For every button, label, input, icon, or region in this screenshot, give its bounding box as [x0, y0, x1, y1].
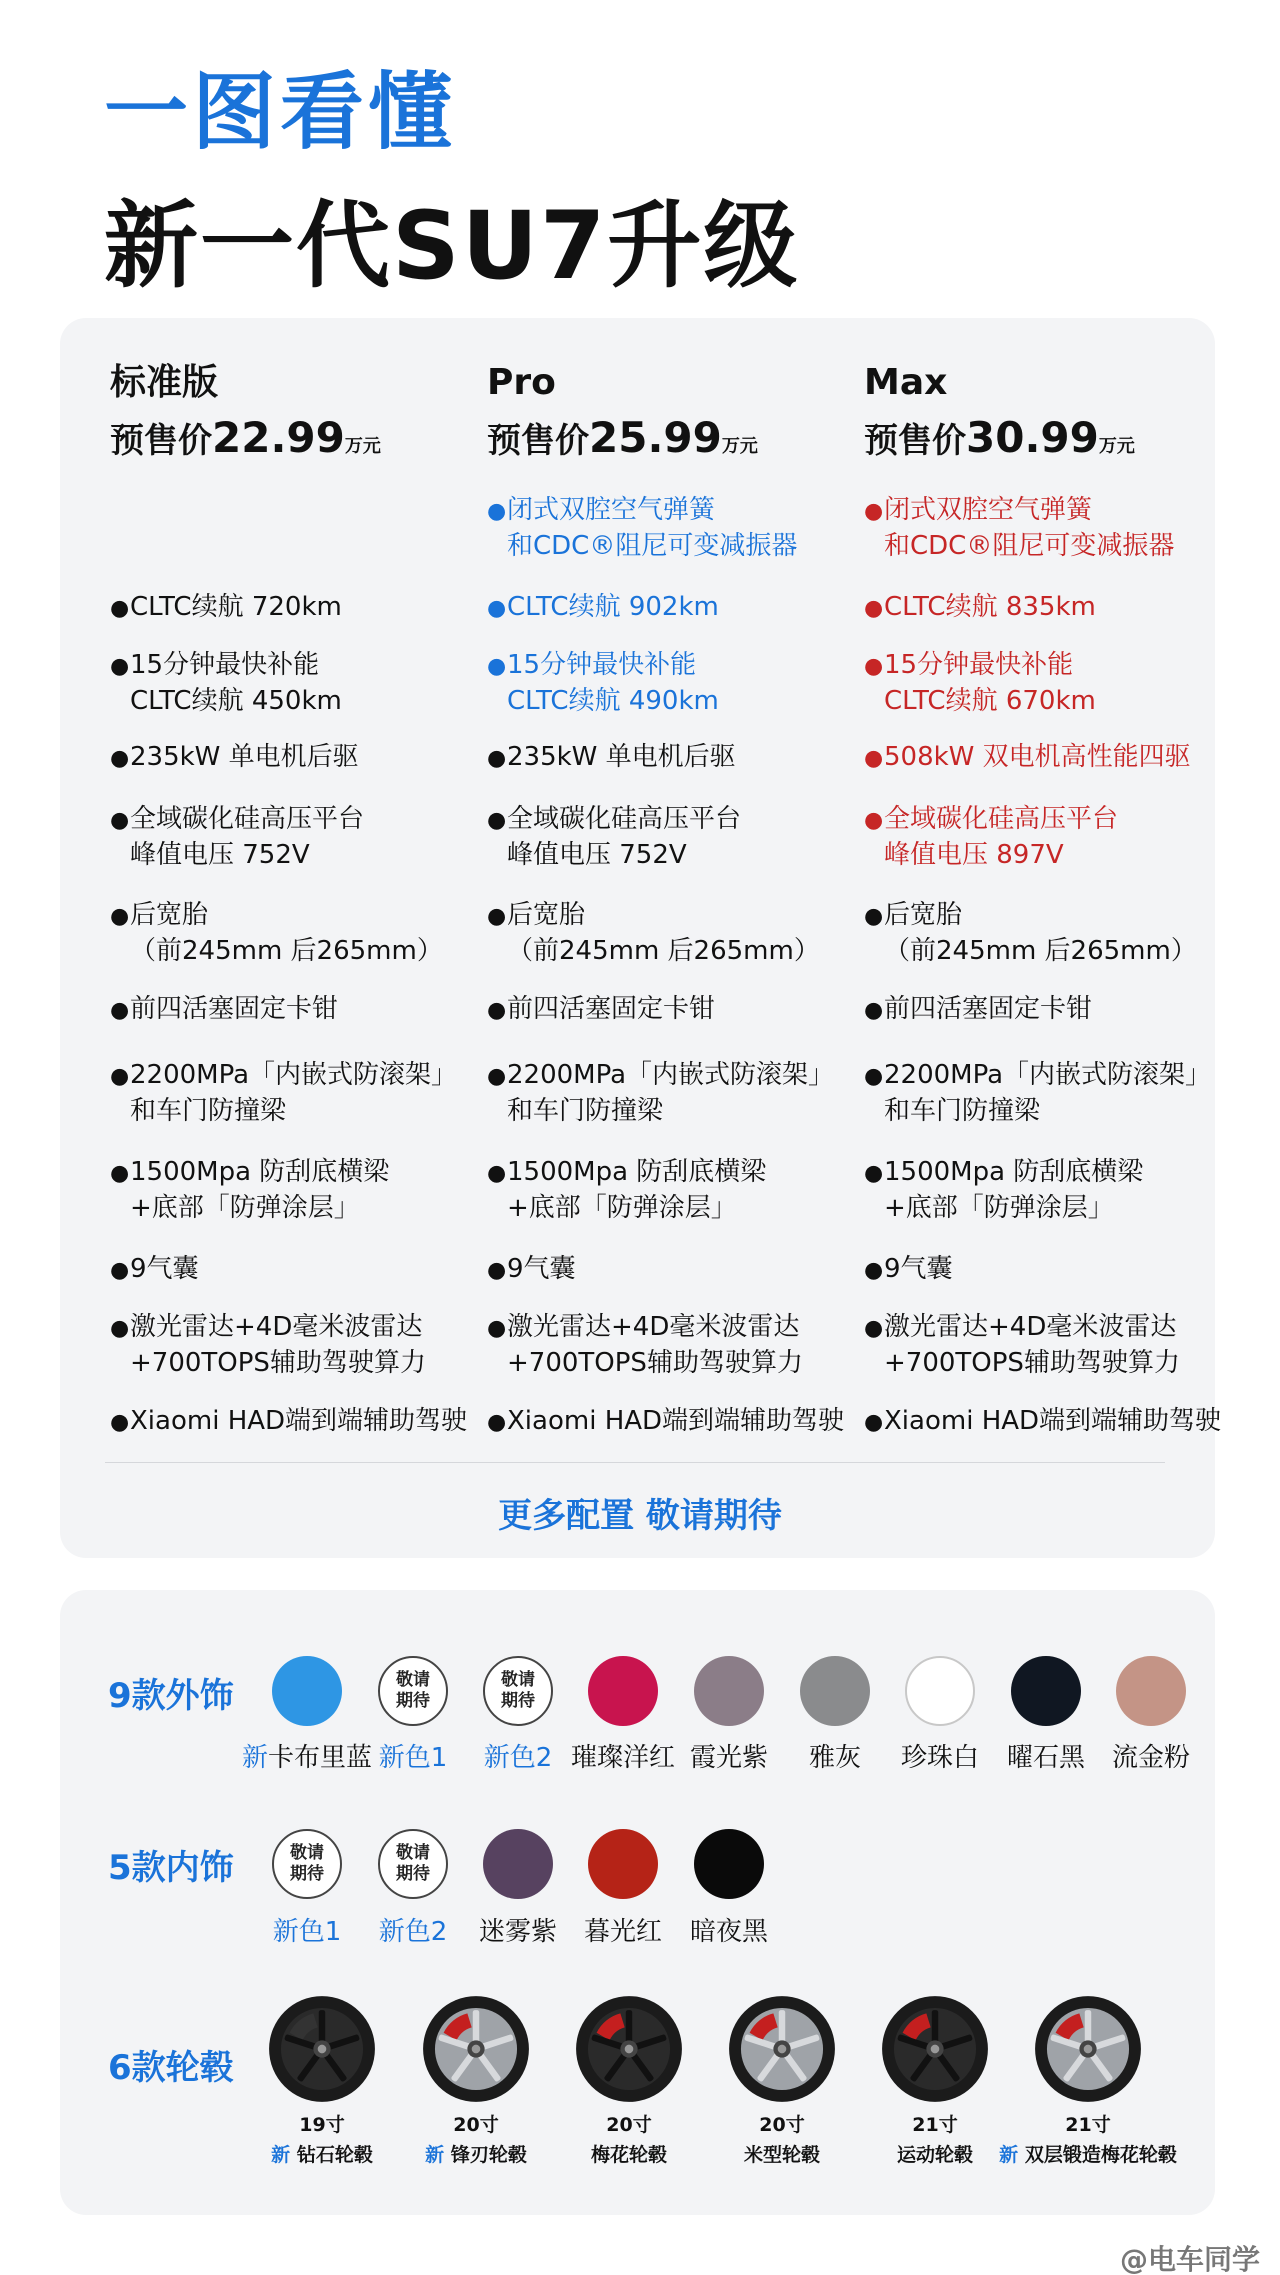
- feature-item: [864, 590, 1244, 626]
- bullet-icon: ●: [864, 746, 884, 771]
- more-config-note: 更多配置 敬请期待: [498, 1496, 782, 1536]
- feature-text: 激光雷达+4D毫米波雷达: [507, 1312, 800, 1342]
- color-name-text: 新色1: [378, 1743, 448, 1773]
- feature-item: [110, 898, 490, 969]
- color-name-text: 新色1: [272, 1917, 342, 1947]
- coming-soon-label: 期待: [396, 1864, 430, 1884]
- feature-item: [487, 1155, 867, 1226]
- price-label: 预售价: [487, 421, 589, 461]
- exterior-title: 9款外饰: [108, 1676, 234, 1716]
- bullet-icon: ●: [864, 904, 884, 929]
- color-name-text: 迷雾紫: [478, 1917, 557, 1947]
- price-label: 预售价: [110, 421, 212, 461]
- bullet-icon: ●: [110, 1161, 130, 1186]
- coming-soon-label: 期待: [290, 1864, 324, 1884]
- bullet-icon: ●: [110, 746, 130, 771]
- feature-text-line2: 和CDC®阻尼可变减振器: [507, 531, 798, 561]
- bullet-icon: ●: [864, 1064, 884, 1089]
- trim-price: [487, 413, 865, 473]
- feature-item: [110, 1155, 490, 1226]
- feature-item: [110, 740, 490, 776]
- color-name-text: 曜石黑: [1006, 1743, 1085, 1773]
- feature-text-line2: CLTC续航 490km: [507, 686, 719, 716]
- bullet-icon: ●: [864, 654, 884, 679]
- feature-item: [864, 740, 1244, 776]
- wheel-name-text: 运动轮毂: [896, 2144, 973, 2166]
- color-swatch[interactable]: [483, 1829, 553, 1899]
- feature-text: 15分钟最快补能: [130, 650, 320, 680]
- coming-soon-label: 期待: [501, 1691, 535, 1711]
- feature-item: [487, 1404, 867, 1440]
- feature-text: 后宽胎: [507, 900, 586, 930]
- feature-text: 15分钟最快补能: [507, 650, 697, 680]
- feature-item: [864, 1404, 1244, 1440]
- feature-text-line2: +700TOPS辅助驾驶算力: [130, 1348, 426, 1378]
- feature-text-line2: +底部「防弹涂层」: [507, 1193, 737, 1223]
- feature-item: [110, 1310, 490, 1381]
- feature-text: 前四活塞固定卡钳: [884, 994, 1093, 1024]
- color-name-text: 璀璨洋红: [570, 1743, 675, 1773]
- feature-text: 2200MPa「内嵌式防滚架」: [130, 1060, 458, 1090]
- color-name-text: 新色2: [378, 1917, 448, 1947]
- feature-text: 前四活塞固定卡钳: [130, 994, 339, 1024]
- feature-item: [110, 1404, 490, 1440]
- wheel-name-text: 钻石轮毂: [296, 2144, 373, 2166]
- price-unit: 万元: [344, 436, 381, 457]
- coming-soon-label: 敬请: [501, 1670, 535, 1690]
- wheel-name-text: 双层锻造梅花轮毂: [1024, 2144, 1177, 2166]
- bullet-icon: ●: [110, 998, 130, 1023]
- feature-text: Xiaomi HAD端到端辅助驾驶: [507, 1406, 845, 1436]
- feature-item: [864, 1058, 1244, 1129]
- color-swatch[interactable]: [1011, 1656, 1081, 1726]
- feature-text: 15分钟最快补能: [884, 650, 1074, 680]
- wheel-name-text: 锋刃轮毂: [450, 2144, 527, 2166]
- color-name-text: 珍珠白: [900, 1743, 979, 1773]
- feature-item: [864, 1310, 1244, 1381]
- feature-text: 激光雷达+4D毫米波雷达: [884, 1312, 1177, 1342]
- bullet-icon: ●: [864, 1316, 884, 1341]
- coming-soon-swatch: [378, 1829, 448, 1899]
- color-swatch[interactable]: [905, 1656, 975, 1726]
- bullet-icon: ●: [487, 596, 507, 621]
- bullet-icon: ●: [110, 596, 130, 621]
- feature-text: 全域碳化硅高压平台: [884, 804, 1119, 834]
- feature-text-line2: +700TOPS辅助驾驶算力: [507, 1348, 803, 1378]
- feature-item: [487, 992, 867, 1028]
- bullet-icon: ●: [487, 904, 507, 929]
- feature-text: CLTC续航 720km: [130, 592, 342, 622]
- color-name: [1081, 1737, 1221, 1774]
- feature-text-line2: 峰值电压 752V: [507, 840, 687, 870]
- bullet-icon: ●: [487, 1064, 507, 1089]
- color-name-text: 霞光紫: [689, 1743, 768, 1773]
- color-swatch[interactable]: [588, 1829, 658, 1899]
- color-swatch[interactable]: [272, 1656, 342, 1726]
- bullet-icon: ●: [487, 499, 507, 524]
- feature-text: 508kW 双电机高性能四驱: [884, 742, 1191, 772]
- watermark: @电车同学: [1119, 2243, 1260, 2275]
- wheels-title: 6款轮毂: [108, 2048, 234, 2088]
- bullet-icon: ●: [487, 1316, 507, 1341]
- trim-price: [864, 413, 1242, 473]
- feature-text: 235kW 单电机后驱: [130, 742, 359, 772]
- feature-item: [110, 992, 490, 1028]
- coming-soon-swatch: [483, 1656, 553, 1726]
- feature-item: [864, 493, 1244, 564]
- trim-name: Pro: [487, 362, 556, 403]
- feature-text: 全域碳化硅高压平台: [507, 804, 742, 834]
- bullet-icon: ●: [110, 1064, 130, 1089]
- feature-text-line2: +底部「防弹涂层」: [884, 1193, 1114, 1223]
- coming-soon-label: 敬请: [396, 1670, 430, 1690]
- bullet-icon: ●: [110, 1410, 130, 1435]
- feature-text: CLTC续航 835km: [884, 592, 1096, 622]
- color-swatch[interactable]: [1116, 1656, 1186, 1726]
- feature-item: [487, 740, 867, 776]
- wheel-image[interactable]: [881, 1995, 989, 2103]
- feature-text-line2: 和车门防撞梁: [507, 1096, 664, 1126]
- color-name: [659, 1911, 799, 1948]
- feature-text: 激光雷达+4D毫米波雷达: [130, 1312, 423, 1342]
- page-title-line2: 新一代SU7升级: [104, 192, 800, 301]
- wheel-image[interactable]: [575, 1995, 683, 2103]
- trim-pro: [487, 362, 865, 473]
- feature-item: [110, 1252, 490, 1288]
- feature-text-line2: （前245mm 后265mm）: [130, 936, 443, 966]
- bullet-icon: ●: [487, 1161, 507, 1186]
- feature-text-line2: CLTC续航 670km: [884, 686, 1096, 716]
- bullet-icon: ●: [864, 998, 884, 1023]
- feature-text: Xiaomi HAD端到端辅助驾驶: [884, 1406, 1222, 1436]
- coming-soon-swatch: [272, 1829, 342, 1899]
- trim-price: [110, 413, 488, 473]
- feature-text: 9气囊: [884, 1254, 953, 1284]
- feature-item: [864, 1155, 1244, 1226]
- bullet-icon: ●: [110, 1258, 130, 1283]
- coming-soon-label: 敬请: [290, 1843, 324, 1863]
- price-value: 30.99: [966, 413, 1099, 462]
- feature-text-line2: +700TOPS辅助驾驶算力: [884, 1348, 1180, 1378]
- feature-text: 前四活塞固定卡钳: [507, 994, 716, 1024]
- coming-soon-swatch: [378, 1656, 448, 1726]
- bullet-icon: ●: [487, 998, 507, 1023]
- color-name-text: 新色2: [483, 1743, 553, 1773]
- color-name-text: 卡布里蓝: [268, 1743, 373, 1773]
- feature-text: 9气囊: [130, 1254, 199, 1284]
- wheel-image[interactable]: [268, 1995, 376, 2103]
- feature-text: 9气囊: [507, 1254, 576, 1284]
- wheel-name-text: 米型轮毂: [743, 2144, 820, 2166]
- feature-text: 1500Mpa 防刮底横梁: [130, 1157, 390, 1187]
- wheel-image[interactable]: [422, 1995, 530, 2103]
- price-unit: 万元: [1098, 436, 1135, 457]
- feature-item: [864, 898, 1244, 969]
- wheel-image[interactable]: [728, 1995, 836, 2103]
- bullet-icon: ●: [864, 1410, 884, 1435]
- feature-text: Xiaomi HAD端到端辅助驾驶: [130, 1406, 468, 1436]
- wheel-image[interactable]: [1034, 1995, 1142, 2103]
- feature-text: 2200MPa「内嵌式防滚架」: [507, 1060, 835, 1090]
- feature-item: [110, 802, 490, 873]
- feature-item: [864, 648, 1244, 719]
- feature-text: 1500Mpa 防刮底横梁: [884, 1157, 1144, 1187]
- feature-text: 全域碳化硅高压平台: [130, 804, 365, 834]
- bullet-icon: ●: [864, 808, 884, 833]
- feature-text-line2: 峰值电压 752V: [130, 840, 310, 870]
- bullet-icon: ●: [110, 1316, 130, 1341]
- feature-text: 后宽胎: [884, 900, 963, 930]
- feature-item: [487, 493, 867, 564]
- feature-item: [487, 898, 867, 969]
- feature-text-line2: 和车门防撞梁: [130, 1096, 287, 1126]
- feature-item: [487, 802, 867, 873]
- new-badge: 新: [271, 2144, 291, 2166]
- feature-text: 235kW 单电机后驱: [507, 742, 736, 772]
- wheel-name: [978, 2140, 1198, 2167]
- coming-soon-label: 期待: [396, 1691, 430, 1711]
- bullet-icon: ●: [110, 808, 130, 833]
- feature-text-line2: +底部「防弹涂层」: [130, 1193, 360, 1223]
- color-swatch[interactable]: [800, 1656, 870, 1726]
- feature-text: 后宽胎: [130, 900, 209, 930]
- feature-item: [487, 1310, 867, 1381]
- bullet-icon: ●: [864, 499, 884, 524]
- wheel-name-text: 梅花轮毂: [590, 2144, 667, 2166]
- price-unit: 万元: [721, 436, 758, 457]
- feature-item: [864, 1252, 1244, 1288]
- feature-item: [110, 590, 490, 626]
- color-swatch[interactable]: [694, 1829, 764, 1899]
- new-badge: 新: [999, 2144, 1019, 2166]
- trim-standard: [110, 362, 488, 473]
- bullet-icon: ●: [487, 1410, 507, 1435]
- color-name-text: 暮光红: [583, 1917, 662, 1947]
- bullet-icon: ●: [487, 746, 507, 771]
- feature-text-line2: CLTC续航 450km: [130, 686, 342, 716]
- feature-item: [110, 648, 490, 719]
- wheel-size: 20寸: [453, 2114, 499, 2136]
- feature-item: [487, 1058, 867, 1129]
- trim-max: [864, 362, 1242, 473]
- wheel-size: 21寸: [1065, 2114, 1111, 2136]
- bullet-icon: ●: [864, 1161, 884, 1186]
- color-name-text: 暗夜黑: [689, 1917, 768, 1947]
- feature-text: 2200MPa「内嵌式防滚架」: [884, 1060, 1212, 1090]
- wheel-size: 19寸: [299, 2114, 345, 2136]
- divider: [105, 1462, 1165, 1463]
- feature-item: [487, 590, 867, 626]
- feature-item: [110, 1058, 490, 1129]
- color-swatch[interactable]: [694, 1656, 764, 1726]
- bullet-icon: ●: [487, 654, 507, 679]
- feature-text: CLTC续航 902km: [507, 592, 719, 622]
- coming-soon-label: 敬请: [396, 1843, 430, 1863]
- feature-item: [864, 992, 1244, 1028]
- feature-text-line2: 峰值电压 897V: [884, 840, 1064, 870]
- feature-text-line2: 和车门防撞梁: [884, 1096, 1041, 1126]
- page-title-line1: 一图看懂: [104, 63, 457, 161]
- bullet-icon: ●: [864, 596, 884, 621]
- feature-text: 闭式双腔空气弹簧: [884, 495, 1093, 525]
- new-badge: 新: [241, 1743, 268, 1773]
- trim-name: Max: [864, 362, 948, 403]
- color-name-text: 流金粉: [1111, 1743, 1190, 1773]
- wheel-size: 20寸: [759, 2114, 805, 2136]
- feature-item: [487, 1252, 867, 1288]
- bullet-icon: ●: [110, 654, 130, 679]
- bullet-icon: ●: [487, 808, 507, 833]
- feature-text: 闭式双腔空气弹簧: [507, 495, 716, 525]
- bullet-icon: ●: [110, 904, 130, 929]
- color-name-text: 雅灰: [808, 1743, 861, 1773]
- color-swatch[interactable]: [588, 1656, 658, 1726]
- feature-text-line2: （前245mm 后265mm）: [507, 936, 820, 966]
- wheel-size: 20寸: [606, 2114, 652, 2136]
- trim-name: 标准版: [110, 362, 219, 403]
- feature-text-line2: 和CDC®阻尼可变减振器: [884, 531, 1175, 561]
- price-value: 25.99: [589, 413, 722, 462]
- feature-item: [864, 802, 1244, 873]
- bullet-icon: ●: [864, 1258, 884, 1283]
- interior-title: 5款内饰: [108, 1848, 234, 1888]
- price-label: 预售价: [864, 421, 966, 461]
- feature-item: [487, 648, 867, 719]
- new-badge: 新: [425, 2144, 445, 2166]
- bullet-icon: ●: [487, 1258, 507, 1283]
- feature-text-line2: （前245mm 后265mm）: [884, 936, 1197, 966]
- wheel-size: 21寸: [912, 2114, 958, 2136]
- price-value: 22.99: [212, 413, 345, 462]
- feature-text: 1500Mpa 防刮底横梁: [507, 1157, 767, 1187]
